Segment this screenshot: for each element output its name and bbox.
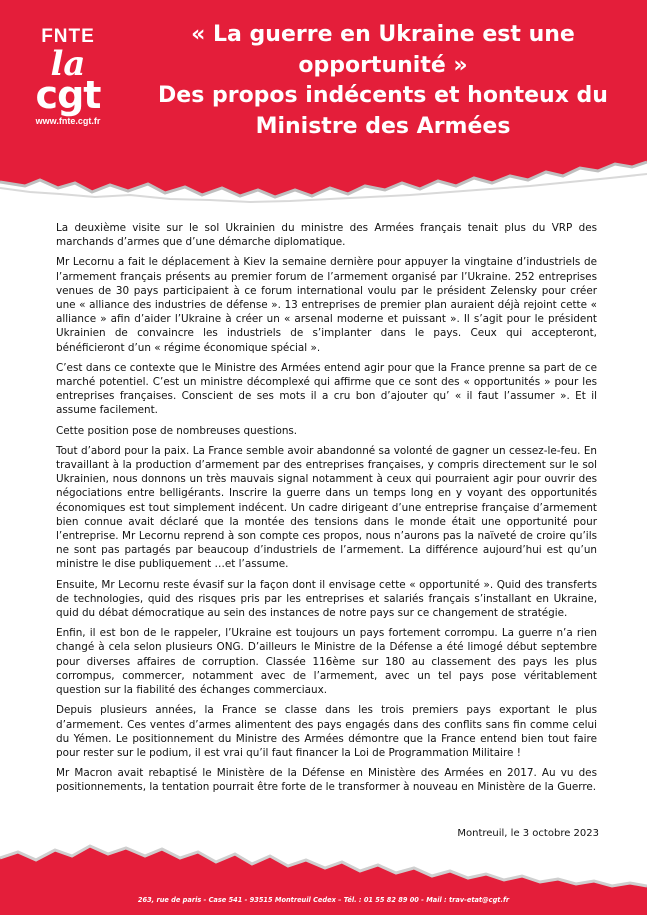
article-body bbox=[56, 221, 597, 801]
page-title bbox=[128, 20, 638, 142]
logo-la: la bbox=[50, 44, 86, 84]
logo-fnte: FNTE bbox=[41, 26, 95, 47]
paragraph: C’est dans ce contexte que le Ministre des Armées entend agir pour que la France prenne sa part de ce marché potentiel. C’est un ministre décomplexé qui affirme que ce sont des « opportunités » pour les entreprises françaises. Conscient de ses mots il a cru bon d’ajouter qu’ « il faut l’assumer ». Et il assume facilement. bbox=[56, 361, 597, 417]
paragraph: Depuis plusieurs années, la France se classe dans les trois premiers pays exportant le plus d’armement. Ces ventes d’armes alimentent des pays engagés dans des conflits sans fin comme celui du Yémen. Le positionnement du Ministre des Armées démontre que la France entend bien tout faire pour rester sur le podium, il est vrai qu’il faut financer la Loi de Programmation Militaire ! bbox=[56, 704, 597, 759]
paragraph: Tout d’abord pour la paix. La France semble avoir abandonné sa volonté de gagner un cessez-le-feu. En travaillant à la production d’armement par des entreprises françaises, y compris directement sur le sol Ukrainien, nous donnons un très mauvais signal notamment à ceux qui pourraient agir pour ouvrir des négociations entre belligérants. Inscrire la guerre dans un temps long en y voyant des opportunités économiques est tout simplement indécent. Un cadre dirigeant d’une entreprise française d’armement bien connue avait déclaré que la montée des tensions dans le monde était une opportunité pour l’entreprise. Mr Lecornu reprend à son compte ces propos, nous n’aurons pas la naïveté de croire qu’ils ne sont pas partagés par beaucoup d’industriels de l’armement. La différence aujourd’hui est qu’un ministre le dise publiquement …et l’assume. bbox=[56, 444, 597, 571]
paragraph: Enfin, il est bon de le rappeler, l’Ukraine est toujours un pays fortement corrompu. La guerre n’a rien changé à cela selon plusieurs ONG. D’ailleurs le Ministre de la Défense a été limogé début septembre pour diverses affaires de corruption. Classée 116ème sur 180 au classement des pays les plus corrompus, commercer, notamment avec de l’armement, avec un tel pays pose véritablement question sur la fiabilité des échanges commerciaux. bbox=[56, 627, 597, 697]
paragraph: Cette position pose de nombreuses questions. bbox=[56, 424, 298, 437]
logo-url: www.fnte.cgt.fr bbox=[35, 116, 101, 126]
paragraph: La deuxième visite sur le sol Ukrainien du ministre des Armées français tenait plus du VRP des marchands d’armes que d’une démarche diplomatique. bbox=[56, 222, 597, 249]
title-line-1: « La guerre en Ukraine est une bbox=[191, 22, 575, 47]
title-line-3: Des propos indécents et honteux du bbox=[158, 83, 608, 108]
title-line-4: Ministre des Armées bbox=[255, 113, 511, 139]
footer-contact: 263, rue de paris - Case 541 - 93515 Montreuil Cedex – Tél. : 01 55 82 89 00 - Mail : trav-etat@cgt.fr bbox=[137, 896, 510, 904]
paragraph: Mr Macron avait rebaptisé le Ministère de la Défense en Ministère des Armées en 2017. Au vu des positionnements, la tentation pourrait être forte de le transformer à nouveau en Ministère de la Guerre. bbox=[56, 767, 597, 794]
paragraph: Ensuite, Mr Lecornu reste évasif sur la façon dont il envisage cette « opportunité ». Quid des transferts de technologies, quid des risques pris par les entreprises et salariés français s’installant en Ukraine, quid du débat démocratique au sein des instances de notre pays sur ce changement de stratégie. bbox=[56, 578, 597, 620]
logo-cgt: cgt bbox=[35, 73, 101, 117]
paragraph: Mr Lecornu a fait le déplacement à Kiev la semaine dernière pour appuyer la vingtaine d’industriels de l’armement français présents au premier forum de l’armement organisé par l’Ukraine. 252 entreprises venues de 30 pays participaient à ce forum international voulu par le président Zelensky pour créer une « alliance des industries de défense ». 13 entreprises de premier plan auraient déjà rejoint cette « alliance » afin d’aider l’Ukraine à créer un « arsenal moderne et puissant ». Il s’agit pour le président Ukrainien de convaincre les industriels de s’implanter dans le pays. Ceux qui accepteront, bénéficieront d’un « régime économique spécial ». bbox=[56, 256, 597, 354]
title-line-2: opportunité » bbox=[298, 52, 468, 78]
torn-paper-edge-top bbox=[0, 150, 647, 210]
fnte-cgt-logo bbox=[20, 26, 116, 140]
date-signature: Montreuil, le 3 octobre 2023 bbox=[457, 828, 599, 839]
